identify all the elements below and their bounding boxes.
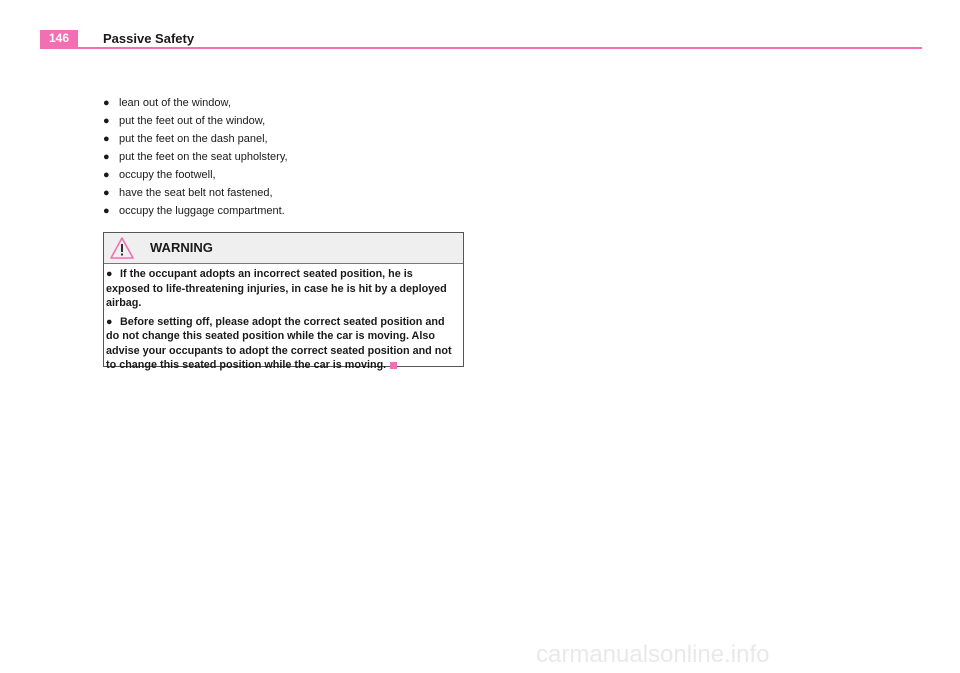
bullet-icon: ● bbox=[103, 151, 110, 163]
bullet-icon: ● bbox=[103, 97, 110, 109]
list-item-text: lean out of the window, bbox=[119, 97, 231, 109]
list-item bbox=[103, 166, 463, 184]
list-item bbox=[103, 112, 463, 130]
list-item bbox=[103, 148, 463, 166]
list-item bbox=[103, 202, 463, 220]
bullet-icon: ● bbox=[103, 115, 110, 127]
list-item-text: occupy the luggage compartment. bbox=[119, 205, 285, 217]
bullet-icon: ● bbox=[106, 268, 113, 280]
warning-header bbox=[104, 233, 463, 264]
bullet-icon: ● bbox=[103, 133, 110, 145]
list-item-text: put the feet on the dash panel, bbox=[119, 133, 268, 145]
warning-item-text: Before setting off, please adopt the correct seated position and do not change this seated position while the car is moving. Also advise your occupants to adopt the correct seated position and not to change this seated position while the car is moving. bbox=[106, 315, 452, 371]
svg-text:carmanualsonline.info: carmanualsonline.info bbox=[536, 641, 770, 667]
warning-item bbox=[106, 267, 459, 311]
watermark bbox=[536, 641, 938, 667]
list-item bbox=[103, 184, 463, 202]
section-end-icon bbox=[390, 362, 397, 369]
bullet-icon: ● bbox=[103, 169, 110, 181]
page-title: Passive Safety bbox=[103, 31, 195, 46]
bullet-icon: ● bbox=[106, 315, 113, 328]
list-item-text: occupy the footwell, bbox=[119, 169, 216, 181]
warning-item-text: If the occupant adopts an incorrect seated position, he is exposed to life-threatening injuries, in case he is hit by a deployed airbag. bbox=[106, 268, 447, 309]
list-item-text: put the feet out of the window, bbox=[119, 115, 266, 127]
page-header bbox=[40, 30, 922, 48]
bullet-icon: ● bbox=[103, 205, 110, 217]
warning-triangle-icon bbox=[109, 236, 135, 260]
list-item-text: have the seat belt not fastened, bbox=[119, 187, 273, 199]
warning-box bbox=[103, 232, 464, 371]
warning-title: WARNING bbox=[150, 240, 213, 255]
page-number: 146 bbox=[40, 30, 78, 47]
list-item bbox=[103, 130, 463, 148]
list-item bbox=[103, 94, 463, 112]
bullet-icon: ● bbox=[103, 187, 110, 199]
bullet-list bbox=[103, 94, 463, 220]
header-divider bbox=[40, 47, 922, 49]
list-item-text: put the feet on the seat upholstery, bbox=[119, 151, 288, 163]
warning-item bbox=[106, 315, 459, 373]
warning-body bbox=[104, 264, 463, 373]
